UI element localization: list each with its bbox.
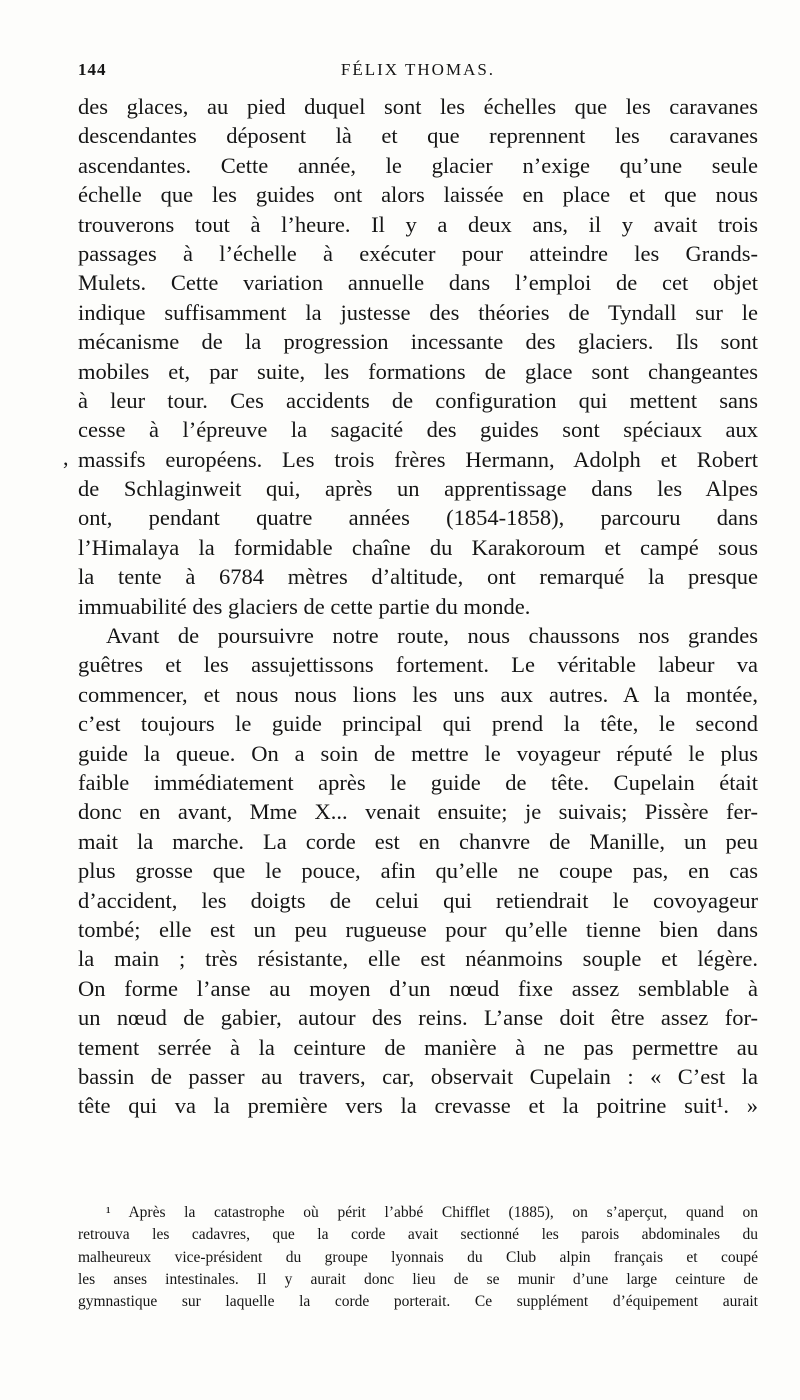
text-line: descendantes déposent là et que reprennent les caravanes [78,123,758,149]
text-line: à leur tour. Ces accidents de configuration qui mettent sans [78,387,758,413]
text-line: Avant de poursuivre notre route, nous chaussons nos grandes [106,623,758,649]
text-line: ascendantes. Cette année, le glacier n’exige qu’une seule [78,152,758,178]
text-line: commencer, et nous nous lions les uns aux autres. A la montée, [78,681,758,707]
text-line: l’Himalaya la formidable chaîne du Karakoroum et campé sous [78,534,758,560]
body-text [63,92,758,1121]
text-line: un nœud de gabier, autour des reins. L’anse doit être assez for- [78,1005,758,1031]
text-line: échelle que les guides ont alors laissée en place et que nous [78,182,758,208]
text-line: trouverons tout à l’heure. Il y a deux ans, il y avait trois [78,211,758,237]
text-line: faible immédiatement après le guide de tête. Cupelain était [78,769,758,795]
text-line: d’accident, les doigts de celui qui retiendrait le covoyageur [78,887,758,913]
text-line: guide la queue. On a soin de mettre le voyageur réputé le plus [78,740,758,766]
page-number: 144 [78,60,107,79]
text-line: immuabilité des glaciers de cette partie du monde. [78,593,531,619]
footnote-line: ¹ Après la catastrophe où périt l’abbé Chifflet (1885), on s’aperçut, quand on [106,1204,758,1221]
marked-line-wrapper [63,444,758,474]
text-line: ont, pendant quatre années (1854-1858), parcouru dans [78,505,758,531]
text-line: indique suffisamment la justesse des théories de Tyndall sur le [78,299,758,325]
text-line: donc en avant, Mme X... venait ensuite; je suivais; Pissère fer- [78,799,758,825]
text-line: tête qui va la première vers la crevasse et la poitrine suit¹. » [78,1093,758,1119]
text-line: Mulets. Cette variation annuelle dans l’emploi de cet objet [78,270,758,296]
text-line: la main ; très résistante, elle est néanmoins souple et légère. [78,946,758,972]
footnote-line: malheureux vice-président du groupe lyonnais du Club alpin français et coupé [78,1248,758,1266]
footnote-line: retrouva les cadavres, que la corde avait sectionné les parois abdominales du [78,1226,758,1244]
text-line: cesse à l’épreuve la sagacité des guides sont spéciaux aux [78,417,758,443]
text-line: On forme l’anse au moyen d’un nœud fixe assez semblable à [78,975,758,1001]
text-line: massifs européens. Les trois frères Hermann, Adolph et Robert [78,446,758,472]
text-line: tombé; elle est un peu rugueuse pour qu’elle tienne bien dans [78,916,758,942]
footnote-line: les anses intestinales. Il y aurait donc lieu de se munir d’une large ceinture de [78,1270,758,1288]
text-line: la tente à 6784 mètres d’altitude, ont remarqué la presque [78,564,758,590]
margin-mark: , [63,444,69,470]
running-title: FÉLIX THOMAS. [340,60,496,79]
page-header [78,60,758,86]
text-line: guêtres et les assujettissons fortement. Le véritable labeur va [78,652,758,678]
text-line: mobiles et, par suite, les formations de glace sont changeantes [78,358,758,384]
text-line: des glaces, au pied duquel sont les échelles que les caravanes [78,94,758,119]
text-line: passages à l’échelle à exécuter pour atteindre les Grands- [78,240,758,266]
text-line: plus grosse que le pouce, afin qu’elle ne coupe pas, en cas [78,858,758,884]
text-line: c’est toujours le guide principal qui prend la tête, le second [78,711,758,737]
text-line: de Schlaginweit qui, après un apprentissage dans les Alpes [78,476,758,502]
footnote [78,1202,758,1313]
text-line: bassin de passer au travers, car, observait Cupelain : « C’est la [78,1063,758,1089]
text-line: tement serrée à la ceinture de manière à ne pas permettre au [78,1034,758,1060]
text-line: mécanisme de la progression incessante des glaciers. Ils sont [78,329,758,355]
text-line: mait la marche. La corde est en chanvre de Manille, un peu [78,828,758,854]
footnote-line: gymnastique sur laquelle la corde porterait. Ce supplément d’équipement aurait [78,1293,758,1311]
